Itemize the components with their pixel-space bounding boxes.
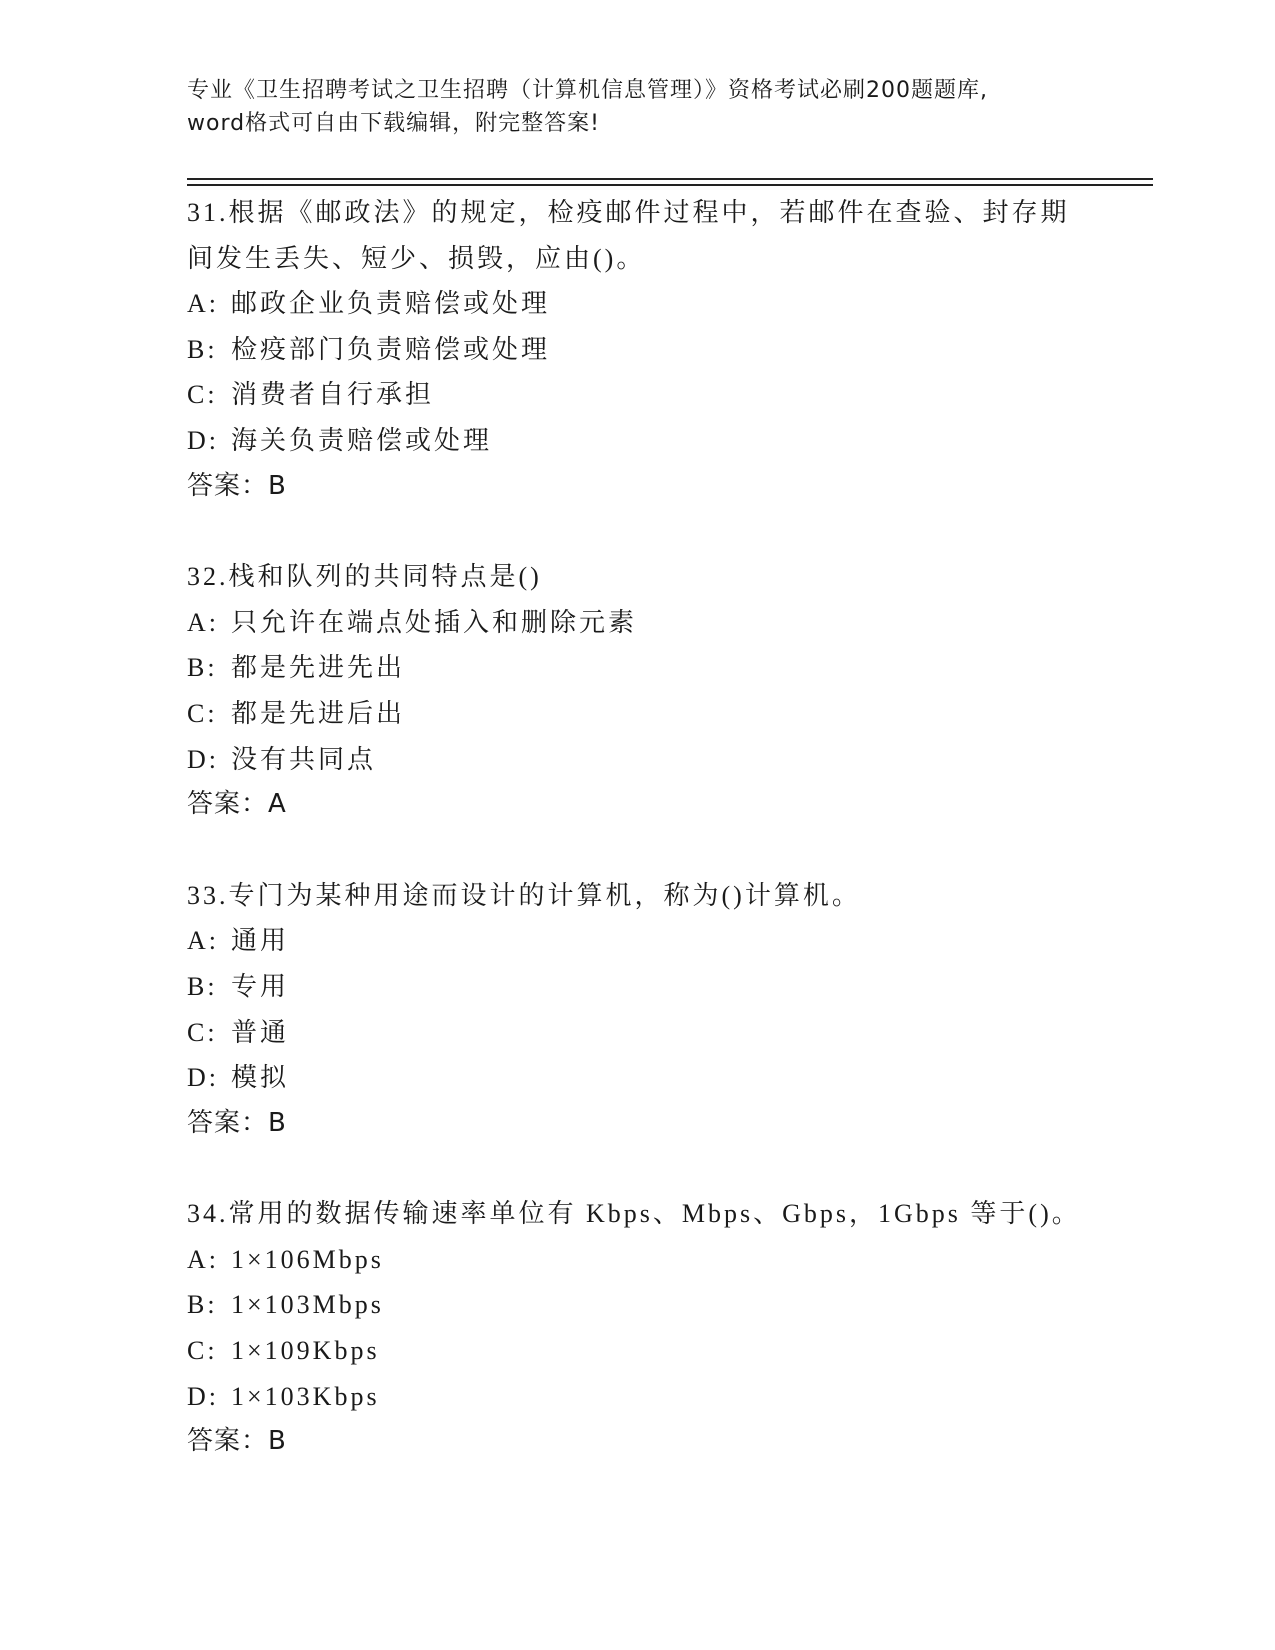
option-key: B: [187, 971, 218, 1001]
option-key: B: [187, 1290, 218, 1320]
question-list [187, 190, 1087, 1465]
option-text: 邮政企业负责赔偿或处理 [231, 289, 551, 319]
option-key: D: [187, 744, 219, 774]
option-d [187, 1374, 1087, 1420]
option-key: A: [187, 607, 219, 637]
option-text: 都是先进后出 [231, 698, 406, 728]
question-32 [187, 554, 1087, 828]
option-c [187, 691, 1087, 737]
question-33 [187, 873, 1087, 1147]
option-key: D: [187, 1063, 219, 1093]
option-key: C: [187, 1017, 218, 1047]
question-spacer [187, 509, 1087, 554]
answer-label: 答案：B [187, 1107, 287, 1138]
option-a [187, 600, 1087, 646]
question-stem: 间发生丢失、短少、损毁，应由()。 [187, 243, 646, 273]
header-title-line-1: 专业《卫生招聘考试之卫生招聘（计算机信息管理）》资格考试必刷200题题库, [187, 78, 988, 103]
option-c [187, 1328, 1087, 1374]
option-b [187, 1282, 1087, 1328]
option-key: A: [187, 1244, 219, 1274]
question-34 [187, 1191, 1087, 1465]
option-text: 模拟 [231, 1063, 290, 1093]
option-b [187, 327, 1087, 373]
option-key: C: [187, 380, 218, 410]
option-text: 1×106Mbps [231, 1244, 384, 1274]
option-text: 只允许在端点处插入和删除元素 [231, 607, 638, 637]
option-d [187, 737, 1087, 783]
option-text: 海关负责赔偿或处理 [231, 425, 493, 455]
option-text: 检疫部门负责赔偿或处理 [231, 334, 551, 364]
option-c [187, 372, 1087, 418]
question-stem: 34.常用的数据传输速率单位有 Kbps、Mbps、Gbps，1Gbps 等于()。 [187, 1199, 1081, 1229]
option-text: 普通 [231, 1017, 290, 1047]
header-divider-bottom [187, 184, 1153, 186]
option-d [187, 1055, 1087, 1101]
option-key: A: [187, 289, 219, 319]
answer-label: 答案：A [187, 789, 287, 820]
option-key: A: [187, 926, 219, 956]
option-c [187, 1010, 1087, 1056]
question-31 [187, 190, 1087, 509]
option-text: 都是先进先出 [231, 653, 406, 683]
answer-label: 答案：B [187, 470, 287, 501]
option-a [187, 281, 1087, 327]
option-text: 没有共同点 [231, 744, 377, 774]
question-stem: 31.根据《邮政法》的规定，检疫邮件过程中，若邮件在查验、封存期 [187, 198, 1070, 227]
option-text: 专用 [231, 971, 290, 1001]
option-a [187, 1237, 1087, 1283]
option-b [187, 964, 1087, 1010]
option-key: C: [187, 1336, 218, 1366]
question-stem: 33.专门为某种用途而设计的计算机，称为()计算机。 [187, 880, 861, 910]
option-text: 通用 [231, 926, 290, 956]
header-title-line-2: word格式可自由下载编辑，附完整答案! [187, 111, 600, 136]
option-a [187, 918, 1087, 964]
option-d [187, 418, 1087, 464]
option-text: 1×103Mbps [231, 1290, 384, 1320]
header-divider-top [187, 178, 1153, 180]
option-key: B: [187, 334, 218, 364]
option-key: D: [187, 425, 219, 455]
option-key: B: [187, 653, 218, 683]
option-text: 1×109Kbps [231, 1336, 380, 1366]
option-key: C: [187, 698, 218, 728]
answer-label: 答案：B [187, 1426, 287, 1457]
option-b [187, 645, 1087, 691]
question-spacer [187, 828, 1087, 873]
option-key: D: [187, 1381, 219, 1411]
option-text: 消费者自行承担 [231, 380, 435, 410]
question-spacer [187, 1146, 1087, 1191]
question-stem: 32.栈和队列的共同特点是() [187, 562, 542, 592]
document-header [187, 74, 1087, 140]
option-text: 1×103Kbps [231, 1381, 380, 1411]
